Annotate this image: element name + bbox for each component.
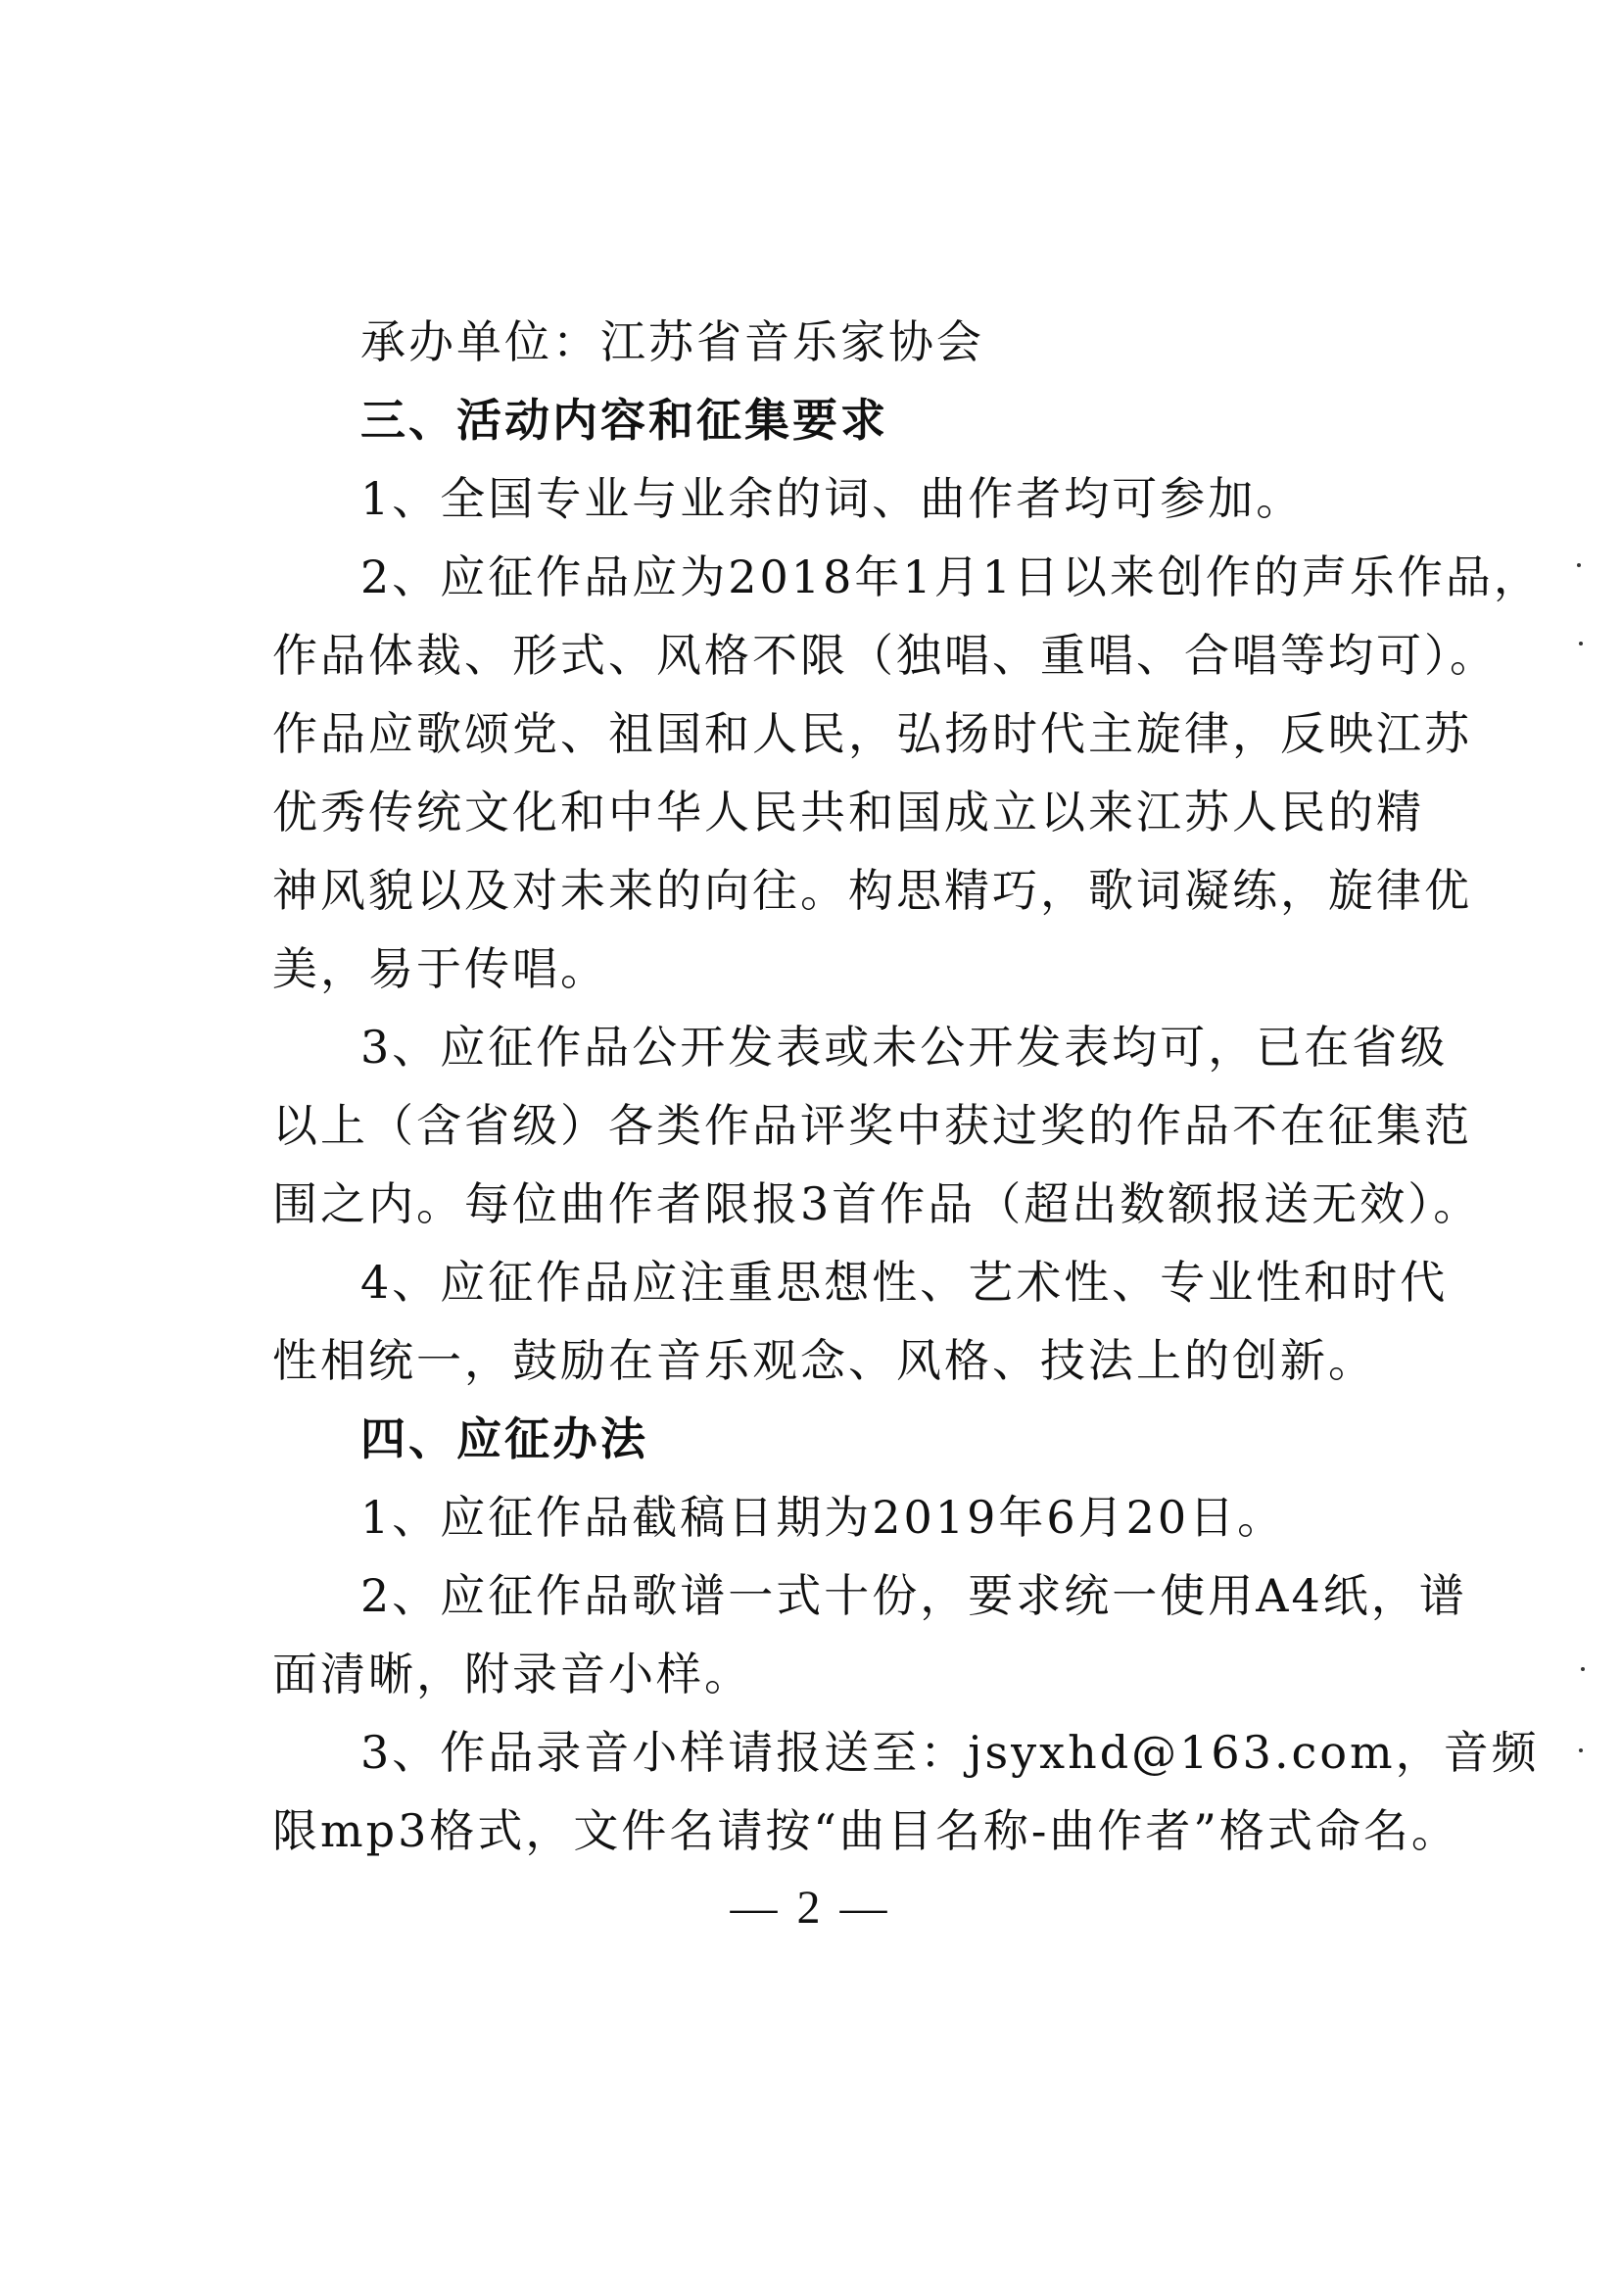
method-3-line-2: 限mp3格式，文件名请按“曲目名称-曲作者”格式命名。 (272, 1804, 1459, 1857)
requirement-4-line-2: 性相统一，鼓励在音乐观念、风格、技法上的创新。 (272, 1334, 1376, 1387)
requirement-2-line-2: 作品体裁、形式、风格不限（独唱、重唱、合唱等均可）。 (272, 629, 1498, 682)
requirement-3-line-2: 以上（含省级）各类作品评奖中获过奖的作品不在征集范 (272, 1099, 1472, 1152)
scan-speck (1581, 1667, 1585, 1671)
requirement-2-line-5: 神风貌以及对未来的向往。构思精巧，歌词凝练，旋律优 (272, 864, 1472, 917)
scan-speck (1579, 642, 1583, 646)
method-2-line-1: 2、应征作品歌谱一式十份，要求统一使用A4纸，谱 (360, 1569, 1467, 1622)
requirement-3-line-3: 围之内。每位曲作者限报3首作品（超出数额报送无效）。 (272, 1177, 1482, 1230)
method-1: 1、应征作品截稿日期为2019年6月20日。 (360, 1491, 1286, 1544)
section-heading-4: 四、应征办法 (360, 1412, 648, 1465)
requirement-2-line-4: 优秀传统文化和中华人民共和国成立以来江苏人民的精 (272, 786, 1424, 838)
page-number: — 2 — (730, 1882, 891, 1934)
requirement-1: 1、全国专业与业余的词、曲作者均可参加。 (360, 472, 1305, 525)
method-3-line-1: 3、作品录音小样请报送至：jsyxhd@163.com，音频 (360, 1726, 1540, 1779)
section-heading-3: 三、活动内容和征集要求 (360, 394, 888, 447)
scan-speck (1579, 1748, 1583, 1752)
requirement-4-line-1: 4、应征作品应注重思想性、艺术性、专业性和时代 (360, 1256, 1449, 1309)
organizer-line: 承办单位：江苏省音乐家协会 (360, 315, 984, 368)
requirement-2-line-1: 2、应征作品应为2018年1月1日以来创作的声乐作品， (360, 550, 1542, 603)
scan-speck (1577, 563, 1581, 567)
requirement-3-line-1: 3、应征作品公开发表或未公开发表均可，已在省级 (360, 1021, 1449, 1074)
method-2-line-2: 面清晰，附录音小样。 (272, 1648, 752, 1700)
requirement-2-line-3: 作品应歌颂党、祖国和人民，弘扬时代主旋律，反映江苏 (272, 707, 1472, 760)
requirement-2-line-6: 美，易于传唱。 (272, 942, 608, 995)
